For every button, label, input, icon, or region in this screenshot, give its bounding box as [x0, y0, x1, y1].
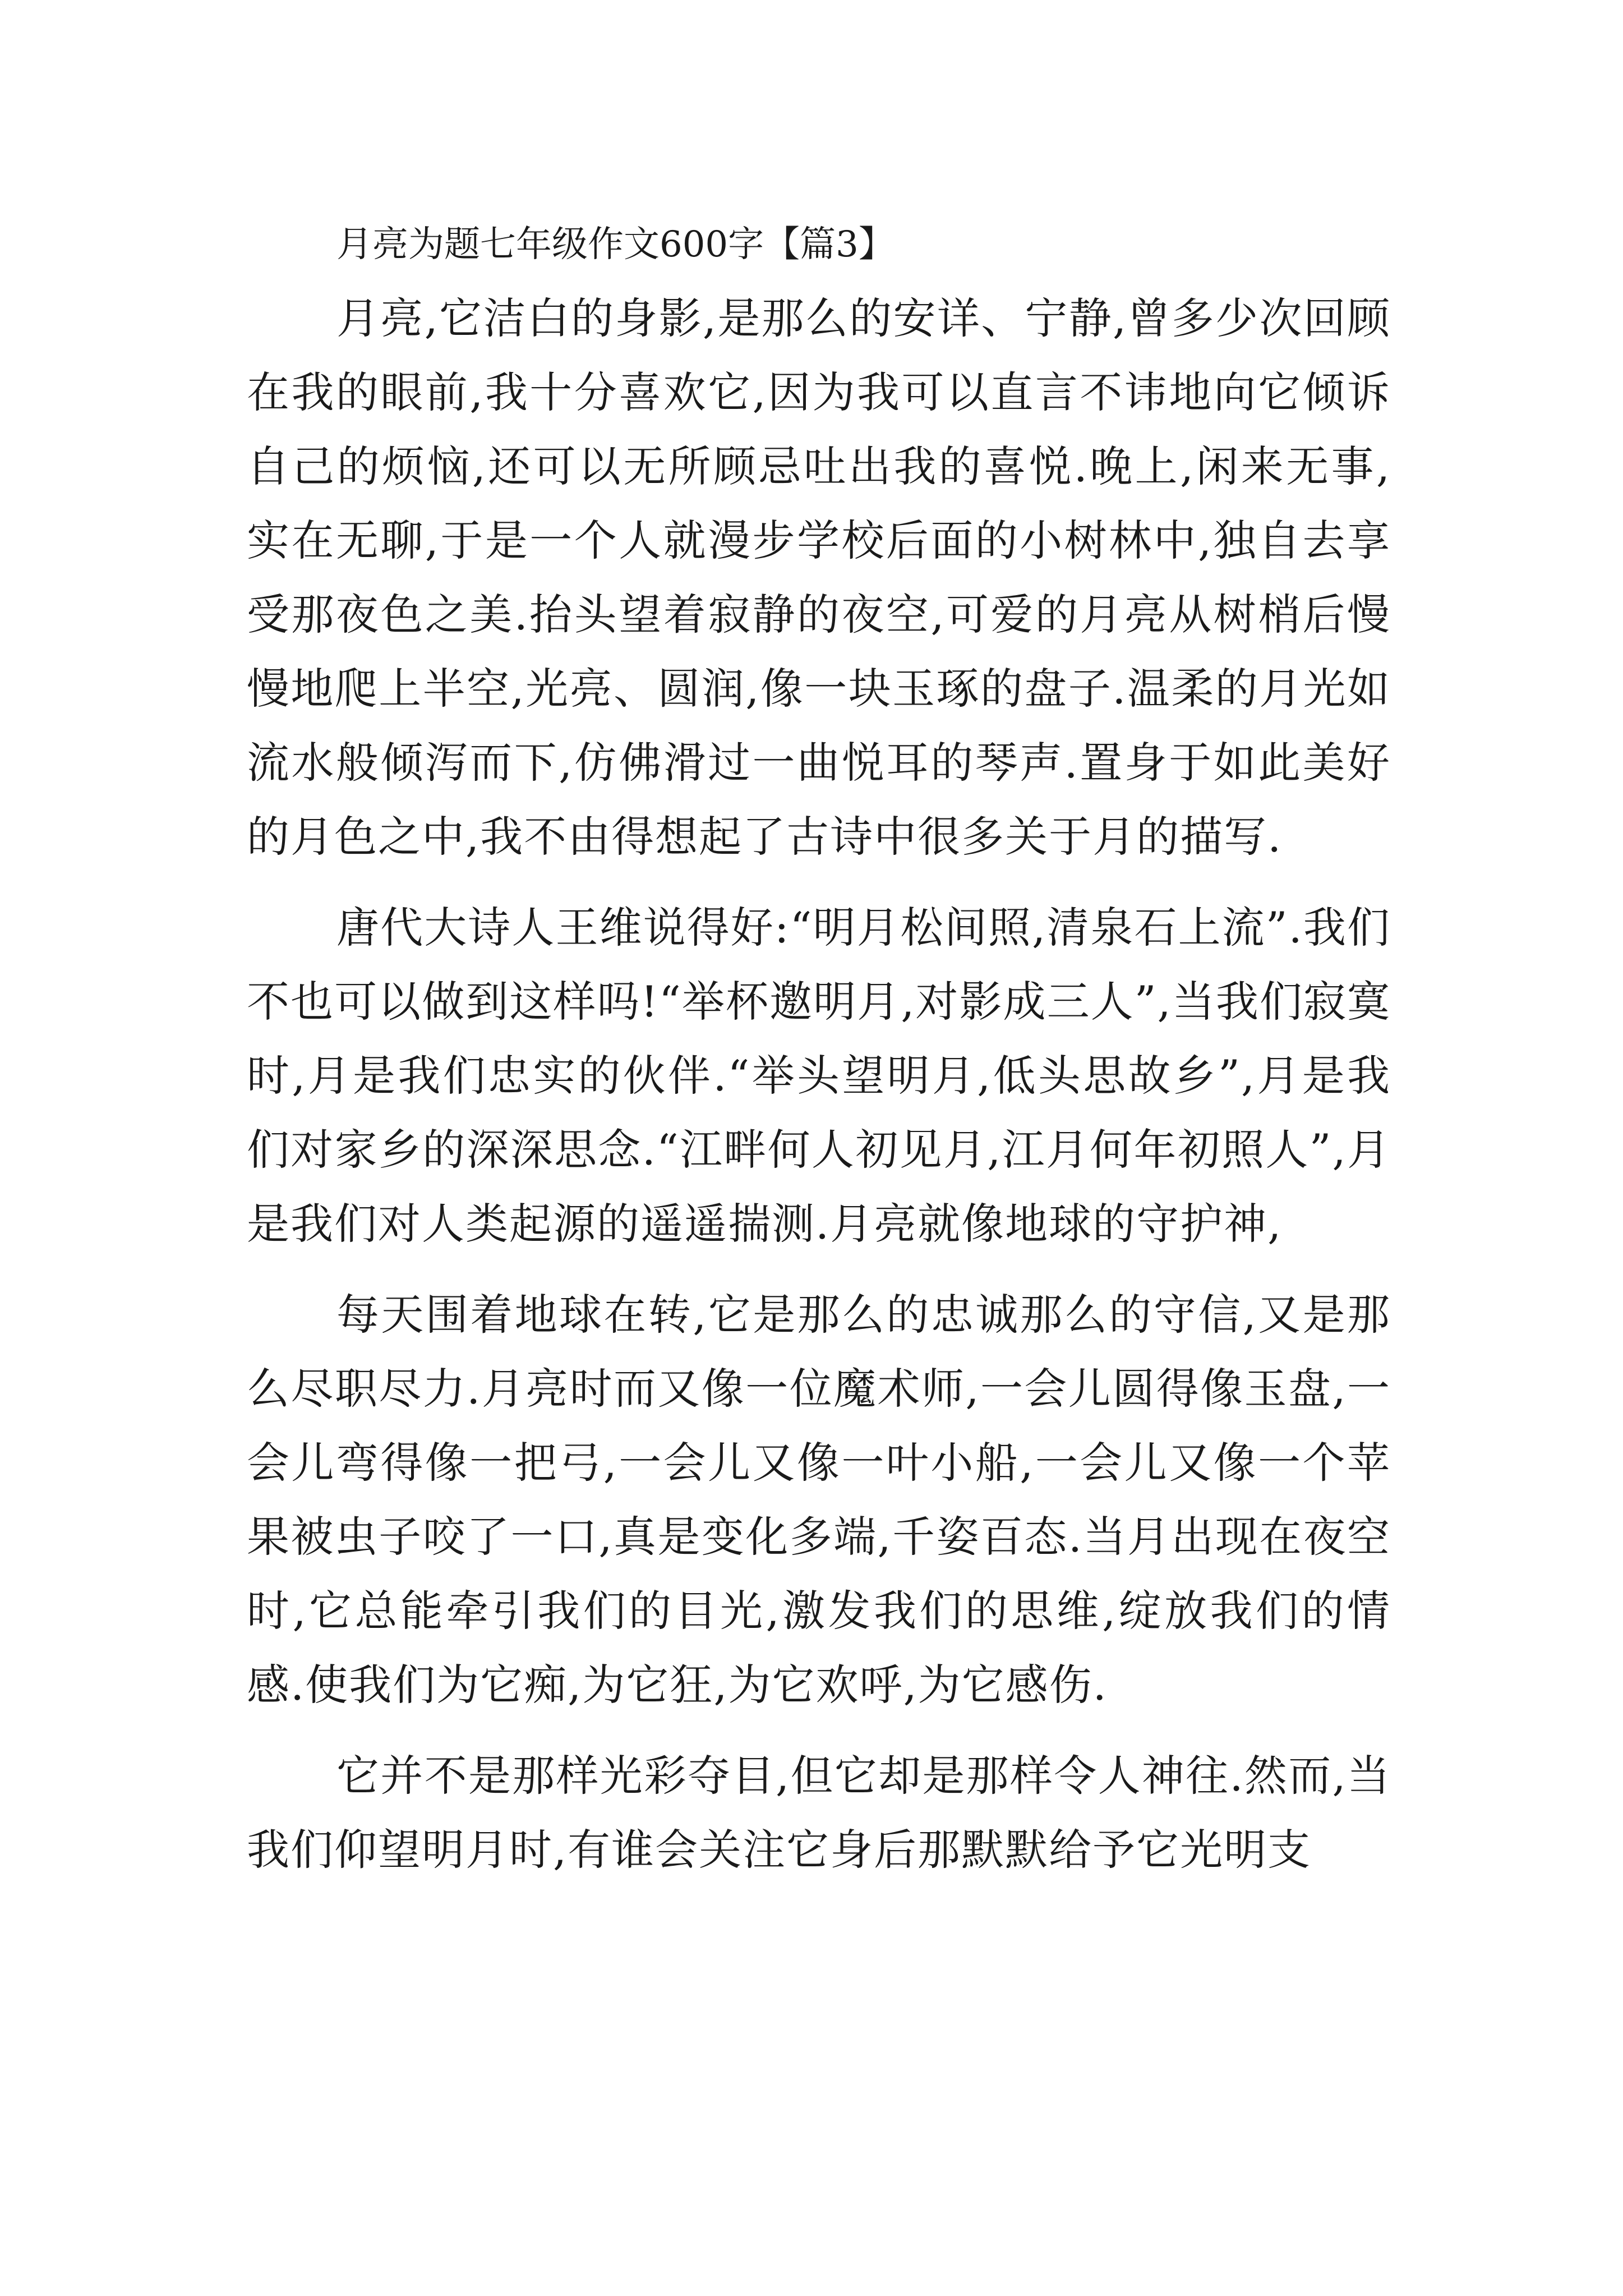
essay-title: 月亮为题七年级作文600字【篇3】 [336, 224, 895, 265]
paragraph-1: 月亮,它洁白的身影,是那么的安详、宁静,曾多少次回顾在我的眼前,我十分喜欢它,因为我可以直言不讳地向它倾诉自己的烦恼,还可以无所顾忌吐出我的喜悦.晚上,闲来无事,实在无聊,于是一个人就漫步学校后面的小树林中,独自去享受那夜色之美.抬头望着寂静的夜空,可爱的月亮从树梢后慢慢地爬上半空,光亮、圆润,像一块玉琢的盘子.温柔的月光如流水般倾泻而下,仿佛滑过一曲悦耳的琴声.置身于如此美好的月色之中,我不由得想起了古诗中很多关于月的描写. [247, 293, 1391, 862]
paragraph-3: 每天围着地球在转,它是那么的忠诚那么的守信,又是那么尽职尽力.月亮时而又像一位魔术师,一会儿圆得像玉盘,一会儿弯得像一把弓,一会儿又像一叶小船,一会儿又像一个苹果被虫子咬了一口,真是变化多端,千姿百态.当月出现在夜空时,它总能牵引我们的目光,激发我们的思维,绽放我们的情感.使我们为它痴,为它狂,为它欢呼,为它感伤. [247, 1290, 1391, 1710]
paragraph-4: 它并不是那样光彩夺目,但它却是那样令人神往.然而,当我们仰望明月时,有谁会关注它身后那默默给予它光明支 [247, 1751, 1391, 1875]
paragraph-2: 唐代大诗人王维说得好:“明月松间照,清泉石上流”.我们不也可以做到这样吗!“举杯邀明月,对影成三人”,当我们寂寞时,月是我们忠实的伙伴.“举头望明月,低头思故乡”,月是我们对家乡的深深思念.“江畔何人初见月,江月何年初照人”,月是我们对人类起源的遥遥揣测.月亮就像地球的守护神, [247, 903, 1391, 1249]
document-body [247, 208, 1391, 1887]
